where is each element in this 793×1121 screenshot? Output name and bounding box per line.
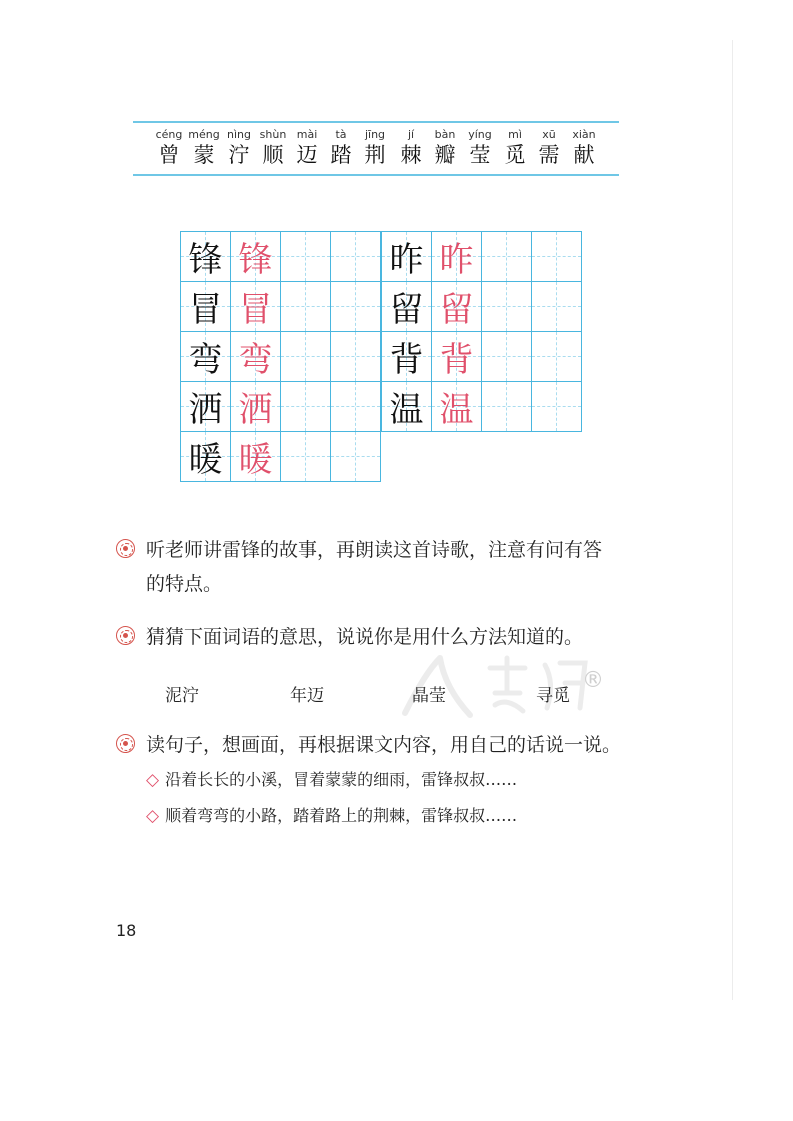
vocab-pinyin: mài bbox=[296, 128, 318, 141]
example-text: 顺着弯弯的小路，踏着路上的荆棘，雷锋叔叔…… bbox=[165, 806, 518, 825]
grid-cell bbox=[381, 331, 432, 382]
grid-cell bbox=[381, 281, 432, 332]
grid-cell bbox=[431, 231, 482, 282]
vocab-item bbox=[564, 128, 604, 168]
vocab-hanzi: 顺 bbox=[262, 143, 284, 167]
trace-character: 暖 bbox=[238, 440, 273, 480]
grid-cell bbox=[180, 231, 231, 282]
vocab-pinyin: nìng bbox=[227, 128, 251, 141]
vocab-pinyin: xū bbox=[542, 128, 556, 141]
vocab-hanzi: 献 bbox=[573, 143, 595, 167]
model-character: 留 bbox=[389, 290, 424, 330]
grid-cell bbox=[180, 331, 231, 382]
vocab-hanzi: 需 bbox=[538, 143, 560, 167]
vocab-pinyin: tà bbox=[335, 128, 347, 141]
model-character: 温 bbox=[389, 390, 424, 430]
vocab-hanzi: 棘 bbox=[400, 143, 422, 167]
model-character: 背 bbox=[389, 340, 424, 380]
task-1-line-2: 的特点。 bbox=[146, 573, 223, 595]
grid-cell bbox=[230, 381, 281, 432]
grid-cell bbox=[230, 281, 281, 332]
page-number: 18 bbox=[116, 921, 137, 940]
vocab-hanzi: 荆 bbox=[364, 143, 386, 167]
model-character: 昨 bbox=[389, 240, 424, 280]
example-sentence bbox=[146, 803, 517, 826]
grid-cell-empty[interactable] bbox=[481, 231, 532, 282]
trace-character: 温 bbox=[439, 390, 474, 430]
grid-cell bbox=[431, 381, 482, 432]
grid-cell bbox=[230, 331, 281, 382]
vocab-hanzi: 迈 bbox=[296, 143, 318, 167]
vocab-pinyin: céng bbox=[155, 128, 183, 141]
grid-cell bbox=[180, 381, 231, 432]
grid-cell-empty[interactable] bbox=[330, 381, 381, 432]
grid-cell-empty[interactable] bbox=[531, 331, 582, 382]
grid-cell-empty[interactable] bbox=[330, 331, 381, 382]
vocab-pinyin: xiàn bbox=[572, 128, 596, 141]
vocab-item bbox=[184, 128, 224, 168]
task-2-line-1: 猜猜下面词语的意思，说说你是用什么方法知道的。 bbox=[146, 626, 584, 648]
grid-cell-empty[interactable] bbox=[280, 281, 331, 332]
vocab-item bbox=[529, 128, 569, 168]
model-character: 暖 bbox=[188, 440, 223, 480]
grid-cell-empty[interactable] bbox=[531, 381, 582, 432]
vocab-item bbox=[425, 128, 465, 168]
grid-cell bbox=[180, 431, 231, 482]
trace-character: 冒 bbox=[238, 290, 273, 330]
vocab-pinyin: jīng bbox=[364, 128, 386, 141]
writing-grid bbox=[180, 231, 583, 485]
example-sentence bbox=[146, 767, 517, 790]
grid-cell-empty[interactable] bbox=[280, 381, 331, 432]
diamond-icon: ◇ bbox=[146, 770, 160, 790]
vocab-pinyin: méng bbox=[188, 128, 220, 141]
vocab-hanzi: 泞 bbox=[228, 143, 250, 167]
trace-character: 背 bbox=[439, 340, 474, 380]
vocab-hanzi: 蒙 bbox=[193, 143, 215, 167]
vocab-pinyin: mì bbox=[508, 128, 522, 141]
page-edge bbox=[732, 40, 733, 1000]
vocabulary-band bbox=[133, 121, 619, 176]
vocab-hanzi: 踏 bbox=[330, 143, 352, 167]
trace-character: 留 bbox=[439, 290, 474, 330]
trace-character: 锋 bbox=[238, 240, 273, 280]
grid-cell-empty[interactable] bbox=[531, 231, 582, 282]
grid-cell-empty[interactable] bbox=[330, 281, 381, 332]
task-3-line-1: 读句子，想画面，再根据课文内容，用自己的话说一说。 bbox=[146, 734, 622, 756]
grid-cell-empty[interactable] bbox=[481, 281, 532, 332]
example-text: 沿着长长的小溪，冒着蒙蒙的细雨，雷锋叔叔…… bbox=[165, 770, 518, 789]
vocab-item bbox=[149, 128, 189, 168]
task-1-text bbox=[146, 533, 666, 601]
vocab-item bbox=[355, 128, 395, 168]
word-item: 年迈 bbox=[290, 686, 324, 706]
vocab-pinyin: jí bbox=[407, 128, 415, 141]
vocab-top-rule bbox=[133, 121, 619, 123]
grid-cell bbox=[230, 431, 281, 482]
grid-cell-empty[interactable] bbox=[280, 431, 331, 482]
grid-cell-empty[interactable] bbox=[481, 381, 532, 432]
grid-cell-empty[interactable] bbox=[280, 231, 331, 282]
model-character: 弯 bbox=[188, 340, 223, 380]
vocab-item bbox=[460, 128, 500, 168]
word-list bbox=[0, 681, 793, 705]
vocab-pinyin: shùn bbox=[259, 128, 287, 141]
vocab-pinyin: yíng bbox=[468, 128, 492, 141]
task-2-text bbox=[146, 620, 666, 654]
grid-cell-empty[interactable] bbox=[330, 431, 381, 482]
trace-character: 弯 bbox=[238, 340, 273, 380]
grid-cell-empty[interactable] bbox=[330, 231, 381, 282]
grid-cell bbox=[431, 281, 482, 332]
task-bullet-icon bbox=[116, 626, 135, 645]
grid-cell bbox=[180, 281, 231, 332]
task-1-line-1: 听老师讲雷锋的故事，再朗读这首诗歌，注意有问有答 bbox=[146, 539, 603, 561]
registered-mark: ® bbox=[582, 668, 604, 693]
grid-cell-empty[interactable] bbox=[531, 281, 582, 332]
task-bullet-icon bbox=[116, 539, 135, 558]
grid-cell bbox=[431, 331, 482, 382]
vocab-pinyin: bàn bbox=[434, 128, 456, 141]
grid-cell bbox=[381, 381, 432, 432]
trace-character: 昨 bbox=[439, 240, 474, 280]
vocab-hanzi: 曾 bbox=[158, 143, 180, 167]
vocab-bottom-rule bbox=[133, 174, 619, 176]
grid-cell bbox=[381, 231, 432, 282]
word-item: 寻觅 bbox=[536, 686, 570, 706]
trace-character: 洒 bbox=[238, 390, 273, 430]
model-character: 锋 bbox=[188, 240, 223, 280]
task-3-text bbox=[146, 728, 666, 762]
model-character: 洒 bbox=[188, 390, 223, 430]
vocab-hanzi: 觅 bbox=[504, 143, 526, 167]
grid-cell bbox=[230, 231, 281, 282]
task-bullet-icon bbox=[116, 734, 135, 753]
word-item: 泥泞 bbox=[165, 686, 199, 706]
vocab-hanzi: 瓣 bbox=[434, 143, 456, 167]
grid-cell-empty[interactable] bbox=[481, 331, 532, 382]
vocab-hanzi: 莹 bbox=[469, 143, 491, 167]
grid-cell-empty[interactable] bbox=[280, 331, 331, 382]
model-character: 冒 bbox=[188, 290, 223, 330]
word-item: 晶莹 bbox=[412, 686, 446, 706]
diamond-icon: ◇ bbox=[146, 806, 160, 826]
